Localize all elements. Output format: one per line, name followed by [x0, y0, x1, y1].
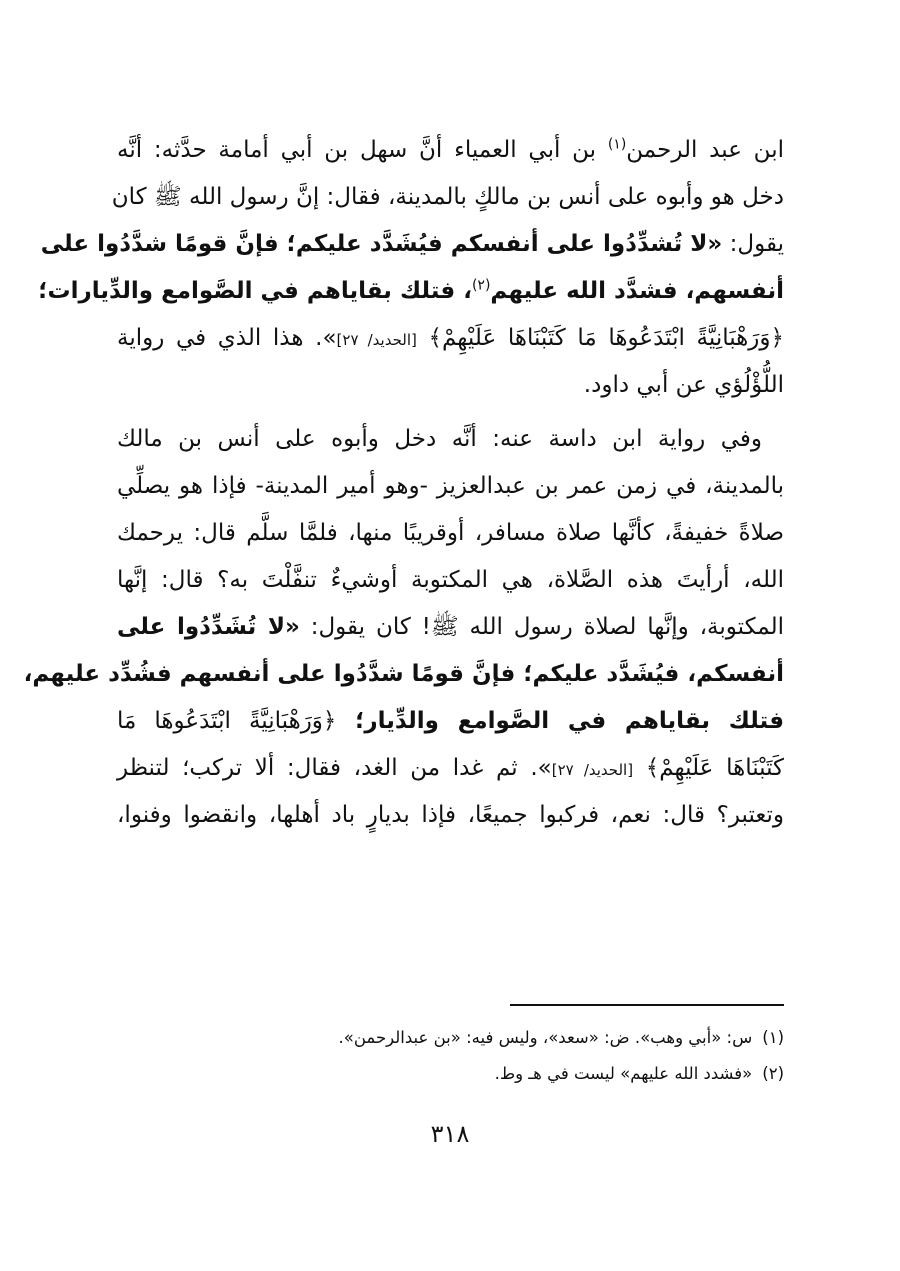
text-segment: «لا تُشَدِّدُوا على: [117, 614, 300, 640]
text-segment: دخل هو وأبوه على أنس بن مالكٍ بالمدينة، فقال: إنَّ رسول الله ﷺ كان: [111, 184, 784, 210]
text-line: [117, 698, 784, 745]
text-segment: وتعتبر؟ قال: نعم، فركبوا جميعًا، فإذا بديارٍ باد أهلها، وانقضوا وفنوا،: [117, 802, 784, 828]
text-segment: ». ثم غدا من الغد، فقال: ألا تركب؛ لتنظر: [117, 755, 552, 781]
footnote-2: [300, 1056, 784, 1092]
footnote-ref: (١): [607, 136, 627, 153]
footnote-text: س: «أبي وهب». ض: «سعد»، وليس فيه: «بن عبدالرحمن».: [338, 1028, 753, 1047]
text-segment: بالمدينة، في زمن عمر بن عبدالعزيز -وهو أمير المدينة- فإذا هو يصلِّي: [117, 473, 784, 499]
main-text: [23, 127, 784, 839]
text-line: [23, 651, 784, 698]
text-segment: ابن عبد الرحمن: [626, 137, 784, 163]
text-segment: اللُّؤْلُؤي عن أبي داود.: [583, 372, 784, 398]
text-segment: الله، أرأيتَ هذه الصَّلاة، هي المكتوبة أوشيءٌ تنفَّلْتَ به؟ قال: إنَّها: [117, 567, 784, 593]
text-line: [117, 127, 784, 174]
page-number: ٣١٨: [430, 1120, 470, 1148]
footnote-number: (١): [762, 1028, 784, 1047]
text-line: [117, 362, 784, 409]
text-segment: أنفسهم، فشدَّد الله عليهم: [490, 278, 784, 304]
text-segment: أنفسكم، فيُشَدَّد عليكم؛ فإنَّ قومًا شدَّدُوا على أنفسهم فشُدِّد عليهم،: [23, 661, 784, 687]
text-segment: بن أبي العمياء أنَّ سهل بن أبي أمامة حدَّثه: أنَّه: [117, 137, 608, 163]
text-line: [111, 174, 784, 221]
text-segment: صلاةً خفيفةً، كأنَّها صلاة مسافر، أوقريبًا منها، فلمَّا سلَّم قال: يرحمك: [117, 520, 784, 546]
verse-citation: [الحديد/ ٢٧]: [551, 761, 634, 779]
text-segment: يقول:: [722, 231, 784, 257]
text-line: [40, 221, 784, 268]
text-segment: «لا تُشدِّدُوا على أنفسكم فيُشَدَّد عليكم؛ فإنَّ قومًا شدَّدُوا على: [40, 231, 723, 257]
quran-verse: ﴿وَرَهْبَانِيَّةً ابْتَدَعُوهَا مَا: [117, 708, 337, 734]
footnote-ref: (٢): [471, 277, 491, 294]
footnote-number: (٢): [762, 1064, 784, 1083]
text-line: [38, 268, 784, 315]
footnote-1: [300, 1020, 784, 1056]
text-segment: وفي رواية ابن داسة عنه: أنَّه دخل وأبوه على أنس بن مالك: [117, 426, 762, 452]
quran-verse: ﴿وَرَهْبَانِيَّةً ابْتَدَعُوهَا مَا كَتَبْنَاهَا عَلَيْهِمْ﴾: [416, 325, 784, 351]
quran-verse: كَتَبْنَاهَا عَلَيْهِمْ﴾: [633, 755, 784, 781]
text-line: [117, 510, 784, 557]
paragraph-gap: [117, 409, 784, 416]
text-segment: ». هذا الذي في رواية: [117, 325, 337, 351]
text-line: [117, 792, 784, 839]
footnote-text: «فشدد الله عليهم» ليست في هـ وط.: [494, 1064, 753, 1083]
footnote-divider: [510, 1004, 784, 1006]
text-line: [117, 557, 784, 604]
text-line: [117, 416, 784, 463]
text-segment: فتلك بقاياهم في الصَّوامع والدِّيار؛: [336, 708, 784, 734]
text-line: [117, 745, 784, 792]
text-segment: المكتوبة، وإنَّها لصلاة رسول الله ﷺ! كان يقول:: [299, 614, 784, 640]
text-line: [117, 315, 784, 362]
footnotes: [300, 1020, 784, 1092]
text-line: [117, 463, 784, 510]
verse-citation: [الحديد/ ٢٧]: [336, 331, 417, 349]
text-segment: ، فتلك بقاياهم في الصَّوامع والدِّيارات؛: [38, 278, 472, 304]
text-line: [117, 604, 784, 651]
